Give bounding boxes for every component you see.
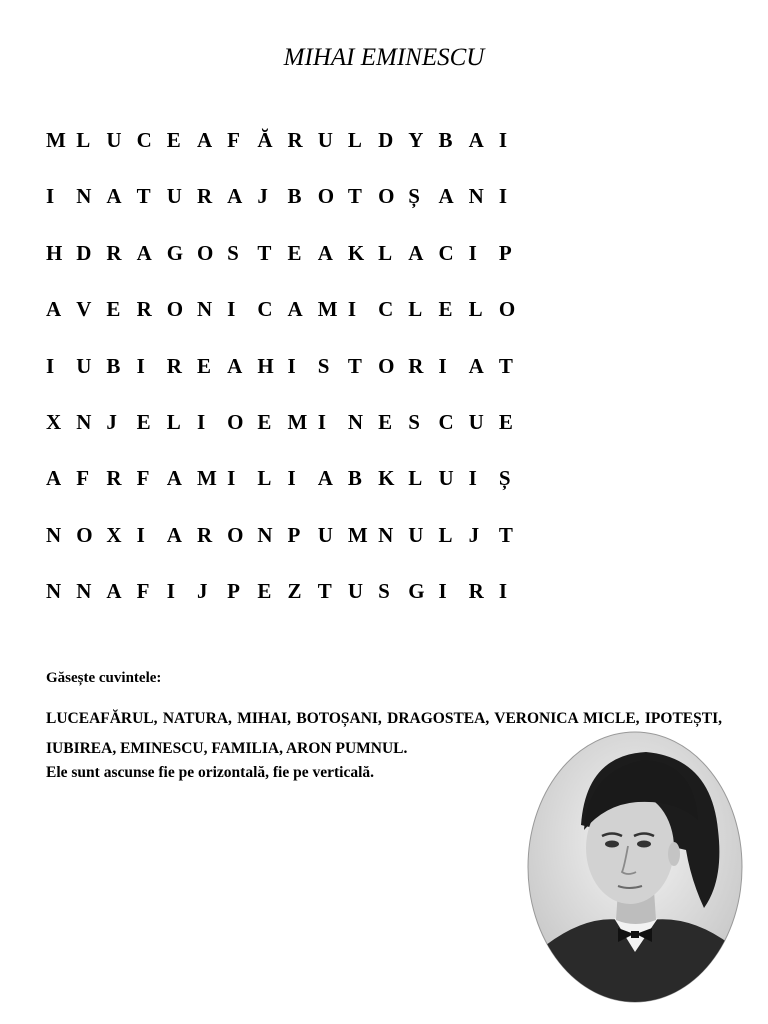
grid-letter: M: [46, 128, 66, 152]
grid-letter: M: [317, 297, 338, 322]
grid-letter: A: [196, 128, 213, 152]
grid-letter: A: [46, 297, 62, 322]
grid-letter: Z: [287, 579, 302, 604]
grid-letter: I: [438, 353, 447, 378]
grid-letter: O: [76, 522, 93, 547]
grid-letter: A: [408, 240, 424, 265]
grid-letter: F: [76, 466, 90, 491]
grid-row: [46, 354, 529, 410]
grid-letter: A: [468, 128, 484, 152]
grid-letter: T: [257, 240, 272, 265]
grid-letter: R: [106, 240, 122, 265]
grid-letter: I: [468, 240, 477, 265]
grid-letter: I: [136, 353, 145, 378]
grid-letter: C: [438, 409, 454, 434]
grid-letter: A: [317, 466, 333, 491]
grid-letter: O: [378, 353, 395, 378]
grid-letter: A: [438, 184, 454, 209]
grid-letter: O: [196, 240, 214, 265]
grid-letter: U: [438, 466, 454, 491]
grid-letter: J: [257, 184, 268, 209]
grid-letter: U: [166, 184, 182, 209]
grid-letter: E: [106, 297, 121, 322]
word-list: LUCEAFĂRUL, NATURA, MIHAI, BOTOȘANI, DRAGOSTEA, VERONICA MICLE, IPOTEȘTI, IUBIREA, EMINESCU, FAMILIA, ARON PUMNUL.: [46, 710, 722, 757]
grid-letter: X: [46, 409, 62, 434]
grid-letter: F: [136, 466, 150, 491]
grid-letter: P: [287, 522, 301, 547]
grid-letter: B: [106, 353, 121, 378]
grid-row: [46, 184, 529, 240]
grid-letter: Ș: [408, 184, 420, 209]
grid-letter: N: [196, 297, 213, 322]
grid-letter: A: [106, 579, 122, 604]
grid-letter: U: [317, 522, 333, 547]
grid-letter: L: [76, 128, 91, 152]
grid-letter: I: [46, 184, 55, 209]
grid-letter: A: [106, 184, 122, 209]
grid-letter: I: [136, 522, 145, 547]
grid-letter: A: [317, 240, 333, 265]
grid-letter: R: [408, 353, 424, 378]
grid-letter: I: [196, 409, 206, 434]
instructions-note: Ele sunt ascunse fie pe orizontală, fie pe verticală.: [46, 764, 375, 781]
grid-letter: I: [347, 297, 357, 322]
grid-letter: C: [136, 128, 152, 152]
grid-row: [46, 128, 529, 184]
grid-letter: R: [287, 128, 303, 152]
grid-letter: E: [378, 409, 393, 434]
grid-letter: R: [196, 522, 213, 547]
grid-letter: C: [257, 297, 273, 322]
grid-letter: I: [166, 579, 175, 604]
grid-letter: U: [347, 579, 364, 604]
grid-letter: T: [498, 522, 513, 547]
grid-letter: A: [227, 184, 243, 209]
grid-letter: A: [46, 466, 62, 491]
grid-letter: C: [438, 240, 454, 265]
grid-letter: Ș: [498, 466, 511, 491]
grid-letter: V: [76, 297, 92, 322]
grid-letter: G: [408, 579, 425, 604]
grid-letter: X: [106, 522, 122, 547]
grid-letter: A: [468, 353, 484, 378]
grid-letter: R: [196, 184, 213, 209]
grid-row: [46, 297, 529, 353]
grid-letter: A: [136, 240, 152, 265]
page-title: MIHAI EMINESCU: [283, 44, 485, 71]
grid-letter: A: [166, 522, 182, 547]
grid-row: [46, 410, 529, 466]
grid-letter: T: [317, 579, 332, 604]
grid-letter: K: [378, 466, 395, 491]
grid-letter: N: [76, 579, 92, 604]
grid-letter: C: [378, 297, 394, 322]
grid-letter: J: [468, 522, 480, 547]
grid-letter: I: [498, 184, 507, 209]
grid-letter: H: [46, 240, 63, 265]
grid-letter: P: [227, 579, 240, 604]
grid-letter: O: [227, 522, 244, 547]
grid-letter: T: [136, 184, 151, 209]
grid-letter: E: [257, 409, 272, 434]
grid-letter: E: [438, 297, 453, 322]
instructions-heading: Găsește cuvintele:: [46, 670, 162, 686]
grid-letter: E: [166, 128, 181, 152]
grid-letter: L: [408, 297, 423, 322]
grid-letter: G: [166, 240, 184, 265]
grid-letter: F: [136, 579, 150, 604]
grid-letter: M: [347, 522, 368, 547]
grid-letter: I: [227, 466, 236, 491]
grid-letter: N: [46, 579, 62, 604]
grid-letter: J: [106, 409, 117, 434]
grid-letter: I: [317, 409, 326, 434]
grid-letter: I: [46, 353, 55, 378]
grid-letter: B: [347, 466, 362, 491]
grid-letter: O: [498, 297, 516, 322]
grid-letter: L: [468, 297, 483, 322]
grid-letter: T: [498, 353, 513, 378]
grid-letter: B: [287, 184, 302, 209]
grid-letter: H: [257, 353, 274, 378]
grid-letter: I: [227, 297, 236, 322]
grid-letter: I: [287, 466, 296, 491]
grid-letter: Ă: [257, 128, 273, 152]
grid-letter: E: [498, 409, 513, 434]
grid-letter: E: [136, 409, 151, 434]
grid-letter: S: [317, 353, 330, 378]
grid-letter: L: [257, 466, 272, 491]
grid-letter: I: [498, 579, 507, 604]
grid-letter: N: [347, 409, 364, 434]
grid-row: [46, 241, 529, 297]
grid-letter: R: [136, 297, 152, 322]
grid-letter: L: [166, 409, 181, 434]
grid-letter: N: [76, 409, 92, 434]
grid-letter: D: [76, 240, 92, 265]
grid-letter: R: [166, 353, 182, 378]
grid-letter: U: [317, 128, 333, 152]
portrait-photo-icon: [526, 730, 744, 1004]
grid-letter: L: [378, 240, 393, 265]
grid-letter: A: [287, 297, 303, 322]
grid-letter: U: [76, 353, 92, 378]
grid-letter: Y: [408, 128, 424, 152]
grid-letter: O: [227, 409, 244, 434]
grid-letter: T: [347, 353, 362, 378]
grid-letter: N: [46, 522, 62, 547]
grid-letter: S: [227, 240, 239, 265]
grid-letter: N: [257, 522, 273, 547]
grid-row: [46, 579, 529, 635]
grid-letter: N: [76, 184, 92, 209]
grid-letter: E: [196, 353, 211, 378]
grid-letter: U: [468, 409, 484, 434]
grid-letter: A: [227, 353, 243, 378]
grid-letter: D: [378, 128, 394, 152]
grid-letter: T: [347, 184, 362, 209]
grid-row: [46, 523, 529, 579]
grid-letter: F: [227, 128, 240, 152]
grid-letter: R: [106, 466, 122, 491]
grid-letter: E: [287, 240, 302, 265]
grid-letter: S: [378, 579, 390, 604]
grid-letter: P: [498, 240, 512, 265]
grid-row: [46, 466, 529, 522]
grid-letter: O: [166, 297, 184, 322]
word-search-grid: [46, 128, 529, 636]
grid-letter: U: [106, 128, 122, 152]
grid-letter: R: [468, 579, 484, 604]
grid-letter: M: [196, 466, 217, 491]
grid-letter: E: [257, 579, 272, 604]
grid-letter: N: [378, 522, 394, 547]
grid-letter: M: [287, 409, 308, 434]
grid-letter: I: [468, 466, 477, 491]
grid-letter: I: [498, 128, 507, 152]
grid-letter: L: [438, 522, 453, 547]
grid-letter: O: [317, 184, 335, 209]
grid-letter: I: [438, 579, 447, 604]
grid-letter: U: [408, 522, 424, 547]
grid-letter: L: [408, 466, 423, 491]
grid-letter: I: [287, 353, 296, 378]
grid-letter: B: [438, 128, 453, 152]
grid-letter: L: [347, 128, 362, 152]
grid-letter: S: [408, 409, 420, 434]
grid-letter: J: [196, 579, 208, 604]
grid-letter: K: [347, 240, 365, 265]
grid-letter: A: [166, 466, 182, 491]
grid-letter: N: [468, 184, 484, 209]
grid-letter: O: [378, 184, 395, 209]
